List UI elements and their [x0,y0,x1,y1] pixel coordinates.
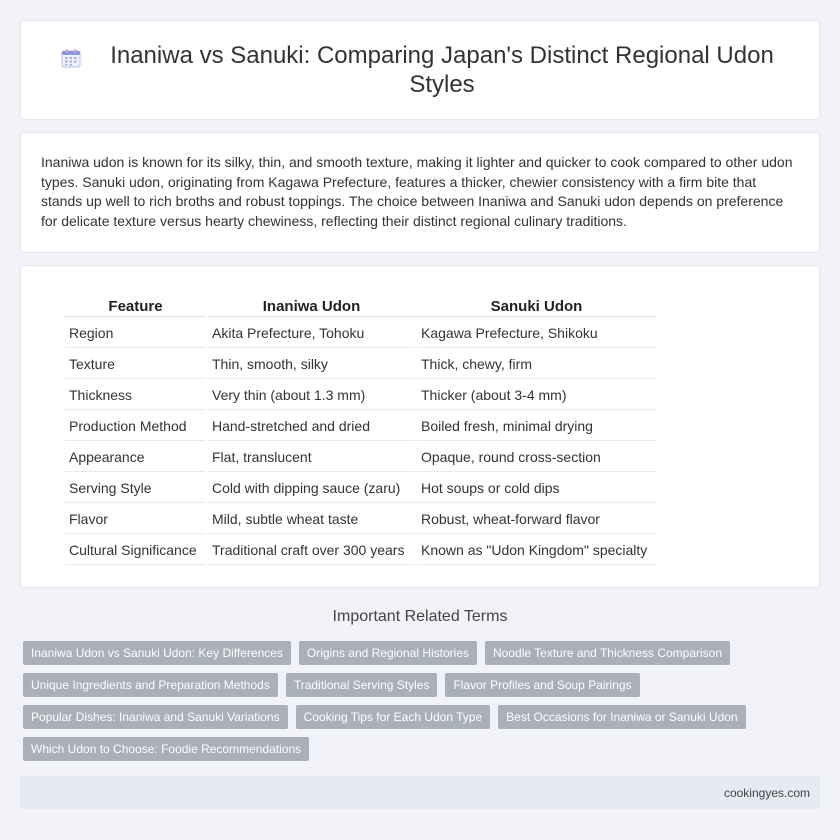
table-row [65,412,656,441]
table-cell: Cold with dipping sauce (zaru) [208,474,415,503]
tag-row [23,737,823,761]
related-terms-tags [23,641,823,769]
table-row [65,536,656,565]
page-title: Inaniwa vs Sanuki: Comparing Japan's Distinct Regional Udon Styles [110,42,774,98]
table-row [65,350,656,379]
related-term-tag[interactable]: Inaniwa Udon vs Sanuki Udon: Key Differences [23,641,291,665]
header-inaniwa: Inaniwa Udon [208,296,415,317]
table-cell: Appearance [65,443,206,472]
table-cell: Mild, subtle wheat taste [208,505,415,534]
table-row [65,474,656,503]
related-term-tag[interactable]: Traditional Serving Styles [286,673,438,697]
intro-card [20,132,820,253]
table-cell: Thin, smooth, silky [208,350,415,379]
footer [20,776,820,809]
comparison-card [20,265,820,588]
intro-paragraph: Inaniwa udon is known for its silky, thin, and smooth texture, making it lighter and quicker to cook compared to other udon types. Sanuki udon, originating from Kagawa Prefecture, features a thicker, chewier consistency with a firm bite that stands up well to rich broths and robust toppings. The choice between Inaniwa and Sanuki udon depends on preference for delicate texture versus hearty chewiness, reflecting their distinct regional culinary traditions. [41,154,793,229]
table-header-row [65,296,656,317]
related-term-tag[interactable]: Cooking Tips for Each Udon Type [296,705,491,729]
related-term-tag[interactable]: Which Udon to Choose: Foodie Recommendations [23,737,309,761]
table-cell: Thickness [65,381,206,410]
table-body [65,319,656,565]
tag-row [23,641,823,665]
table-cell: Flat, translucent [208,443,415,472]
related-terms-title: Important Related Terms [332,608,508,625]
tag-row [23,705,823,729]
comparison-table [63,294,658,567]
related-term-tag[interactable]: Flavor Profiles and Soup Pairings [445,673,639,697]
title-card [20,20,820,120]
header-feature: Feature [65,296,206,317]
related-term-tag[interactable]: Popular Dishes: Inaniwa and Sanuki Variations [23,705,288,729]
table-cell: Thick, chewy, firm [417,350,656,379]
footer-site[interactable]: cookingyes.com [723,785,810,800]
table-cell: Production Method [65,412,206,441]
calendar-icon [60,47,82,69]
table-cell: Cultural Significance [65,536,206,565]
title-wrap [60,41,780,99]
table-cell: Traditional craft over 300 years [208,536,415,565]
related-term-tag[interactable]: Best Occasions for Inaniwa or Sanuki Udon [498,705,745,729]
header-sanuki: Sanuki Udon [417,296,656,317]
table-cell: Thicker (about 3-4 mm) [417,381,656,410]
table-row [65,505,656,534]
table-cell: Kagawa Prefecture, Shikoku [417,319,656,348]
table-cell: Akita Prefecture, Tohoku [208,319,415,348]
tag-row [23,673,823,697]
table-cell: Opaque, round cross-section [417,443,656,472]
table-row [65,443,656,472]
related-term-tag[interactable]: Noodle Texture and Thickness Comparison [485,641,730,665]
table-cell: Texture [65,350,206,379]
table-cell: Region [65,319,206,348]
table-cell: Very thin (about 1.3 mm) [208,381,415,410]
table-row [65,319,656,348]
table-cell: Flavor [65,505,206,534]
table-row [65,381,656,410]
table-cell: Known as "Udon Kingdom" specialty [417,536,656,565]
related-term-tag[interactable]: Unique Ingredients and Preparation Methods [23,673,278,697]
related-term-tag[interactable]: Origins and Regional Histories [299,641,477,665]
table-cell: Robust, wheat-forward flavor [417,505,656,534]
table-cell: Boiled fresh, minimal drying [417,412,656,441]
table-cell: Serving Style [65,474,206,503]
table-cell: Hand-stretched and dried [208,412,415,441]
table-cell: Hot soups or cold dips [417,474,656,503]
